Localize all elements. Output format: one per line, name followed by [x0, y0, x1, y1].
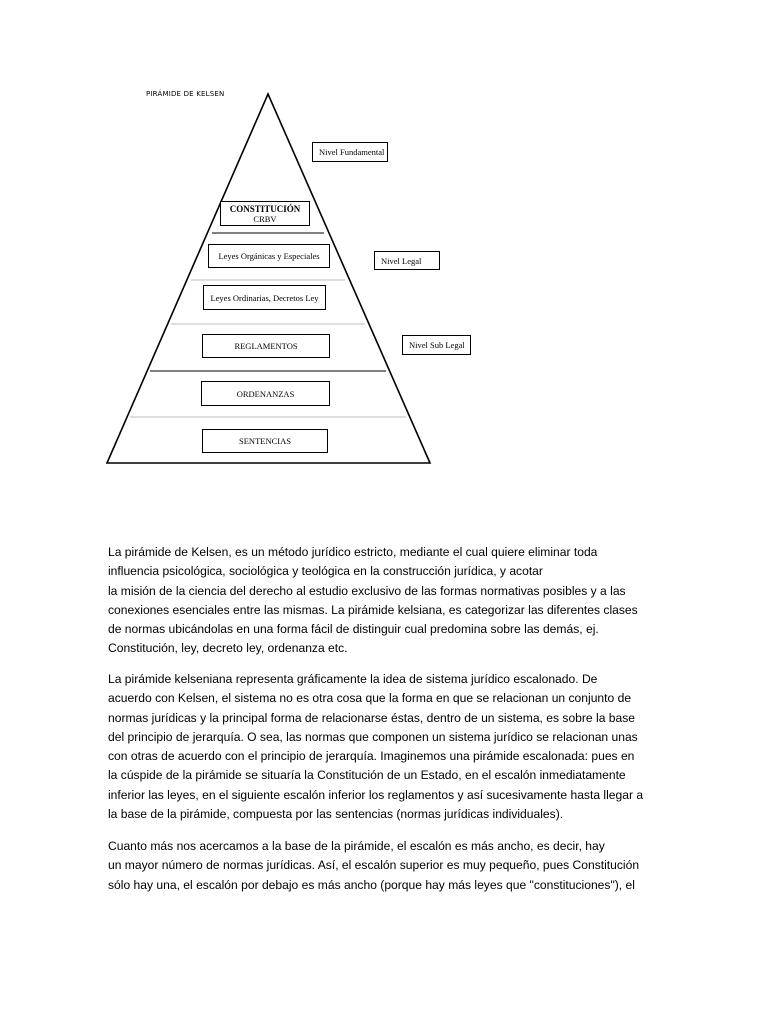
text-line: con otras de acuerdo con el principio de jerarquía. Imaginemos una pirámide escalonada: pues en — [108, 749, 635, 764]
paragraph-1 — [108, 543, 668, 659]
text-line: la base de la pirámide, compuesta por las sentencias (normas jurídicas individuales). — [108, 807, 564, 822]
text-line: sólo hay una, el escalón por debajo es más ancho (porque hay más leyes que "constituciones"), el — [108, 877, 635, 892]
text-line: inferior las leyes, en el siguiente escalón inferior los reglamentos y así sucesivamente hasta llegar a — [108, 787, 644, 802]
text-line: La pirámide de Kelsen, es un método jurídico estricto, mediante el cual quiere eliminar toda — [108, 545, 598, 559]
tier-constitucion-label: CONSTITUCIÓN — [229, 203, 301, 214]
text-line: normas jurídicas y la principal forma de relacionarse éstas, dentro de un sistema, es sobre la base — [108, 710, 636, 725]
text-line: la misión de la ciencia del derecho al estudio exclusivo de las formas normativas posibles y a las — [108, 583, 626, 598]
tier-sentencias: SENTENCIAS — [202, 429, 328, 453]
text-line — [108, 837, 668, 856]
figure-title: PIRÁMIDE DE KELSEN — [146, 90, 225, 98]
text-line: Constitución, ley, decreto ley, ordenanza etc. — [108, 641, 348, 656]
text-line: la cúspide de la pirámide se situaría la Constitución de un Estado, en el escalón inmediatamente — [108, 768, 626, 783]
text-line: La pirámide kelseniana representa gráficamente la idea de sistema jurídico escalonado. De — [108, 672, 598, 686]
tier-leyes-ordinarias: Leyes Ordinarias, Decretos Ley — [203, 285, 326, 310]
text-line: de normas ubicándolas en una forma fácil de distinguir cual predomina sobre las demás, ej. — [108, 622, 599, 637]
text-line: un mayor número de normas jurídicas. Así, el escalón superior es muy pequeño, pues Constitución — [108, 858, 640, 873]
text-line: del principio de jerarquía. O sea, las normas que componen un sistema jurídico se relacionan unas — [108, 729, 638, 744]
paragraph-3 — [108, 837, 668, 895]
tier-constitucion-sublabel: CRBV — [253, 213, 277, 224]
text-line: influencia psicológica, sociológica y teológica en la construcción jurídica, y acotar — [108, 564, 543, 579]
level-sub-legal: Nivel Sub Legal — [402, 335, 471, 355]
text-line: acuerdo con Kelsen, el sistema no es otra cosa que la forma en que se relacionan un conjunto de — [108, 691, 632, 706]
level-legal: Nivel Legal — [374, 251, 440, 270]
text-line: conexiones esenciales entre las mismas. La pirámide kelsiana, es categorizar las diferentes clases — [108, 602, 638, 617]
paragraph-2 — [108, 670, 668, 824]
tier-leyes-organicas: Leyes Orgánicas y Especiales — [208, 244, 330, 268]
text-line-content: Cuanto más nos acercamos a la base de la pirámide, el escalón es más ancho, es decir, hay — [108, 839, 605, 853]
tier-reglamentos: REGLAMENTOS — [202, 334, 330, 358]
pyramid-drawing — [0, 0, 768, 480]
tier-ordenanzas: ORDENANZAS — [201, 381, 330, 406]
level-fundamental: Nivel Fundamental — [312, 142, 388, 162]
tier-constitucion — [220, 201, 310, 226]
